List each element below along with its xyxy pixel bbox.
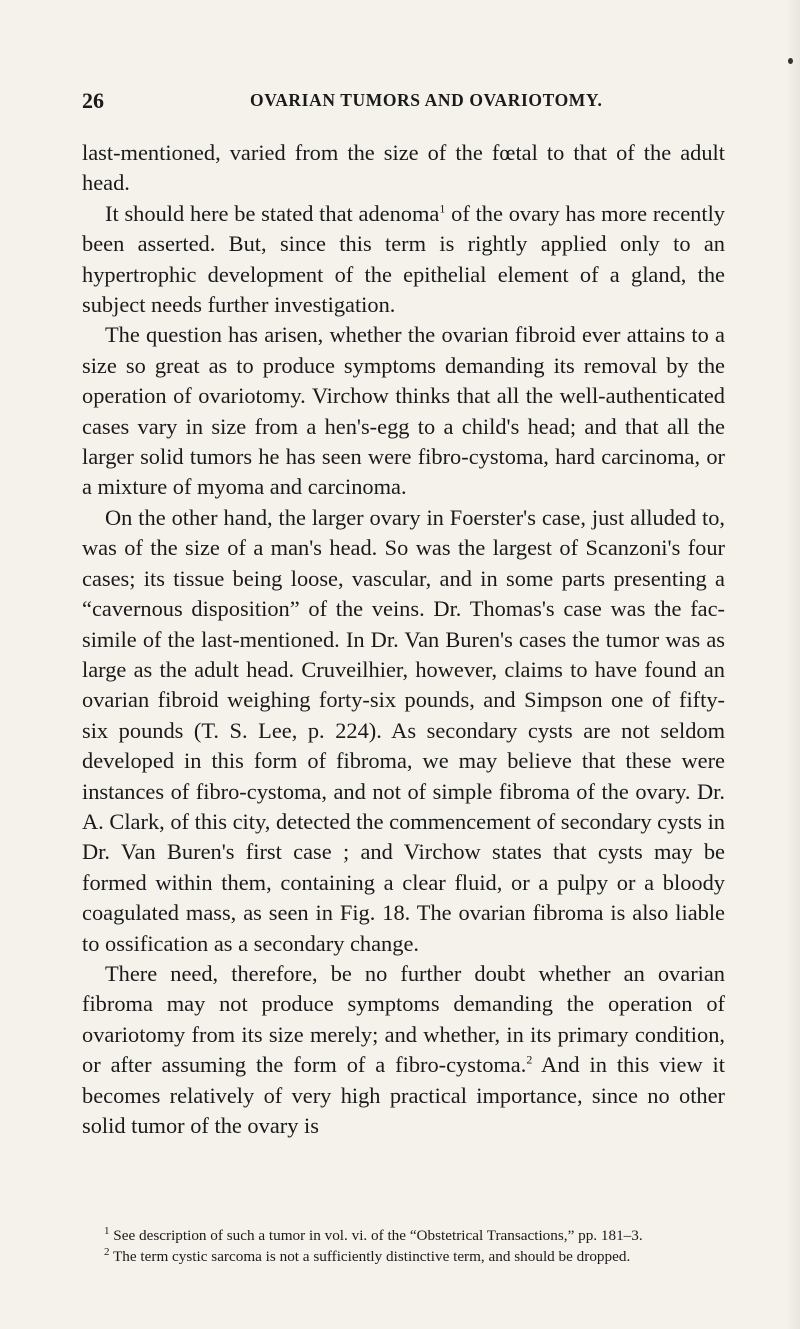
footnote-2-text: The term cystic sarcoma is not a sufficiently distinctive term, and should be dropped. — [109, 1247, 631, 1265]
running-title: OVARIAN TUMORS AND OVARIOTOMY. — [250, 90, 603, 110]
footnotes — [82, 1226, 725, 1267]
footnote-2 — [82, 1247, 725, 1268]
ink-speck — [788, 58, 793, 64]
paragraph-2 — [82, 199, 725, 321]
paragraph-2-part-b: of the ovary has more recently been asserted. But, since this term is rightly applied only to an hypertrophic development of the epithelial element of a gland, the subject needs further investigation. — [82, 200, 725, 318]
page-number: 26 — [82, 88, 104, 113]
page-header — [82, 88, 722, 118]
paragraph-2-part-a: It should here be stated that adenoma — [105, 200, 440, 226]
page-edge-shadow — [786, 0, 800, 1329]
footnote-ref-1: 1 — [439, 201, 446, 216]
footnote-2-mark: 2 — [104, 1245, 110, 1258]
paragraph-5 — [82, 959, 725, 1141]
paragraph-5-part-a: There need, therefore, be no further doubt whether an ovarian fibroma may not produce symptoms demanding the operation of ovariotomy from its size merely; and whether, in its primary condition, or after assuming the form of a fibro-cystoma. — [82, 960, 725, 1078]
body-text — [82, 138, 725, 1141]
footnote-1 — [82, 1226, 725, 1247]
footnote-1-mark: 1 — [104, 1224, 110, 1237]
paragraph-3: The question has arisen, whether the ovarian fibroid ever attains to a size so great as to produce symptoms demanding its removal by the operation of ovariotomy. Virchow thinks that all the well-authenticated cases vary in size from a hen's-egg to a child's head; and that all the larger solid tumors he has seen were fibro-cystoma, hard carcinoma, or a mixture of myoma and carcinoma. — [82, 322, 725, 500]
footnote-ref-2: 2 — [526, 1052, 533, 1067]
paragraph-1: last-mentioned, varied from the size of the fœtal to that of the adult head. — [82, 140, 725, 196]
paragraph-4: On the other hand, the larger ovary in Foerster's case, just alluded to, was of the size of a man's head. So was the largest of Scanzoni's four cases; its tissue being loose, vascular, and in some parts presenting a “cavernous disposition” of the veins. Dr. Thomas's case was the fac-simile of the last-mentioned. In Dr. Van Buren's cases the tumor was as large as the adult head. Cruveilhier, however, claims to have found an ovarian fibroid weighing forty-six pounds, and Simpson one of fifty-six pounds (T. S. Lee, p. 224). As secondary cysts are not seldom developed in this form of fibroma, we may believe that these were instances of fibro-cystoma, and not of simple fibroma of the ovary. Dr. A. Clark, of this city, detected the commencement of secondary cysts in Dr. Van Buren's first case ; and Virchow states that cysts may be formed within them, containing a clear fluid, or a pulpy or a bloody coagulated mass, as seen in Fig. 18. The ovarian fibroma is also liable to ossification as a secondary change. — [82, 504, 725, 956]
footnote-1-text: See description of such a tumor in vol. vi. of the “Obstetrical Transactions,” pp. 181–3. — [109, 1227, 643, 1244]
paragraph-5-part-b: And in this view it becomes relatively of very high practical importance, since no other solid tumor of the ovary is — [82, 1052, 725, 1138]
